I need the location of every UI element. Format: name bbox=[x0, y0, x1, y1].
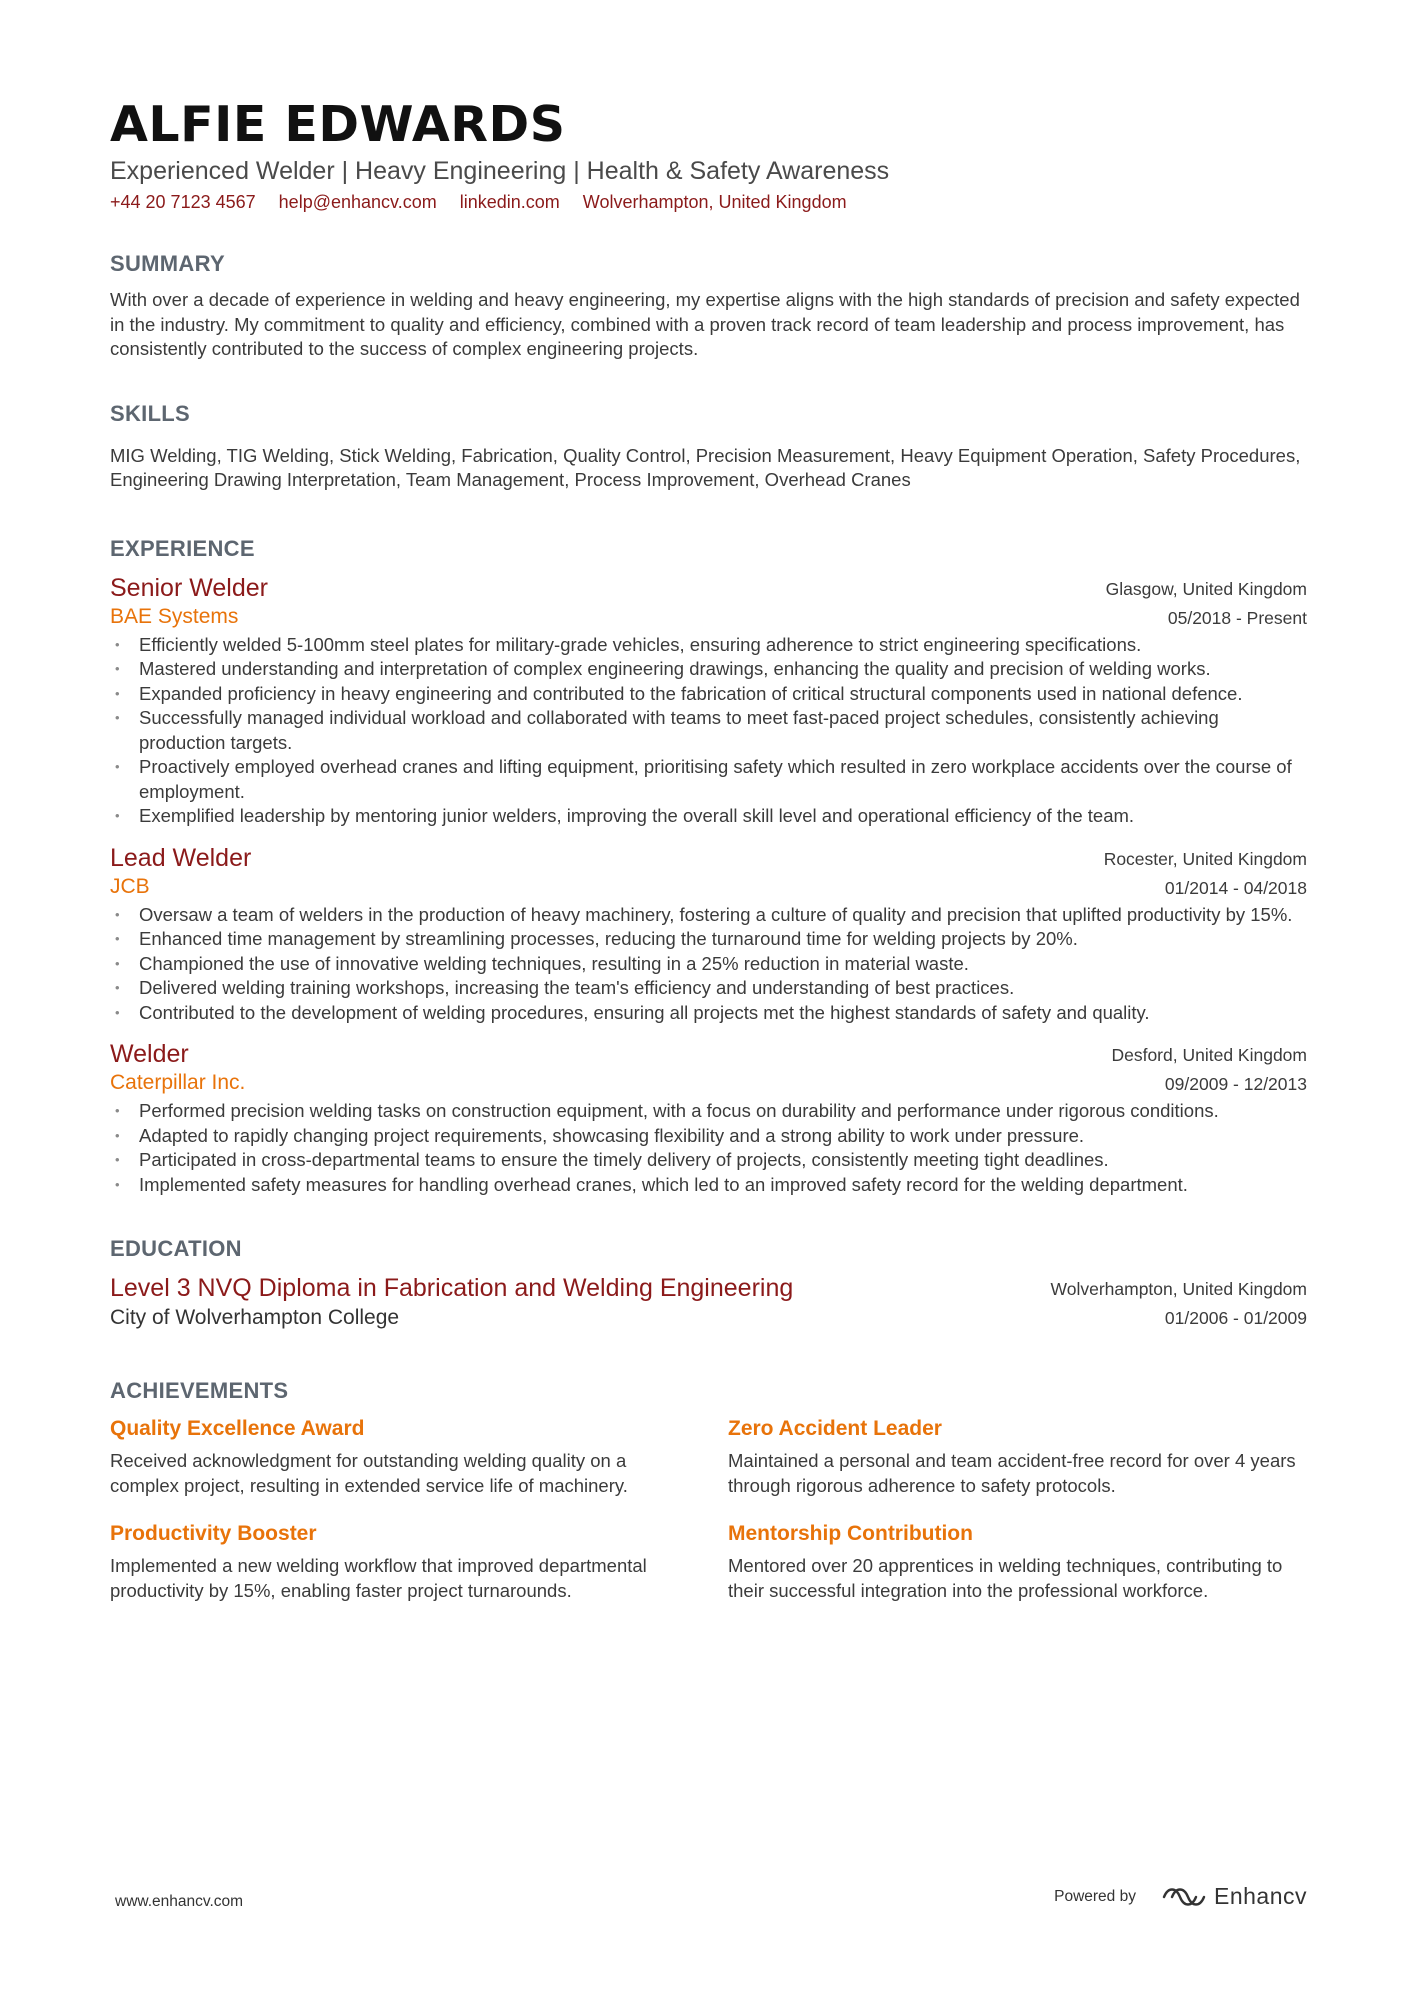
education-section bbox=[110, 1235, 1307, 1333]
achievement-description: Received acknowledgment for outstanding welding quality on a complex project, resulting in extended service life of machinery. bbox=[110, 1450, 628, 1496]
bullet-item: • Participated in cross-departmental teams to ensure the timely delivery of projects, consistently meeting tight deadlines. bbox=[110, 1148, 1307, 1173]
bullet-item: • Mastered understanding and interpretation of complex engineering drawings, enhancing the quality and precision of welding works. bbox=[110, 657, 1307, 682]
education-meta bbox=[1051, 1275, 1307, 1333]
footer-website[interactable]: www.enhancv.com bbox=[115, 1893, 244, 1910]
bullet-item: • Efficiently welded 5-100mm steel plates for military-grade vehicles, ensuring adherence to strict engineering specifications. bbox=[110, 633, 1307, 658]
job-header bbox=[110, 573, 1307, 633]
bullet-item: • Oversaw a team of welders in the production of heavy machinery, fostering a culture of quality and precision that uplifted productivity by 15%. bbox=[110, 903, 1307, 928]
section-title: SUMMARY bbox=[110, 251, 225, 276]
powered-by-label: Powered by bbox=[1054, 1887, 1136, 1905]
company-name: JCB bbox=[110, 874, 150, 898]
bullet-item: • Successfully managed individual workload and collaborated with teams to meet fast-paced project schedules, consistently achieving production targets. bbox=[110, 706, 1307, 755]
candidate-name: ALFIE EDWARDS bbox=[110, 96, 566, 153]
job-meta bbox=[1106, 575, 1307, 633]
bullet-item: • Performed precision welding tasks on construction equipment, with a focus on durability and performance under rigorous conditions. bbox=[110, 1099, 1307, 1124]
job-dates: 05/2018 - Present bbox=[1167, 607, 1307, 628]
job-dates: 09/2009 - 12/2013 bbox=[1164, 1074, 1307, 1094]
headline: Experienced Welder | Heavy Engineering | Health & Safety Awareness bbox=[110, 157, 890, 185]
bullet-item: • Championed the use of innovative welding techniques, resulting in a 25% reduction in material waste. bbox=[110, 952, 1307, 977]
linkedin-link[interactable]: linkedin.com bbox=[459, 192, 560, 212]
section-title: SKILLS bbox=[110, 400, 191, 426]
summary-section bbox=[110, 250, 1307, 362]
bullet-item: • Enhanced time management by streamlining processes, reducing the turnaround time for welding projects by 20%. bbox=[110, 927, 1307, 952]
bullet-item: • Expanded proficiency in heavy engineering and contributed to the fabrication of critical structural components used in national defence. bbox=[110, 682, 1307, 707]
job-location: Rocester, United Kingdom bbox=[1103, 848, 1307, 869]
achievement-title: Quality Excellence Award bbox=[110, 1417, 365, 1440]
education-location: Wolverhampton, United Kingdom bbox=[1050, 1279, 1307, 1299]
skills-list: MIG Welding, TIG Welding, Stick Welding, Fabrication, Quality Control, Precision Measurement, Heavy Equipment Operation, Safety Procedures, Engineering Drawing Interpretation, Team Management, Process Improvement, Overhead Cranes bbox=[110, 444, 1301, 490]
achievement-title: Mentorship Contribution bbox=[728, 1522, 973, 1545]
job-dates: 01/2014 - 04/2018 bbox=[1164, 877, 1307, 898]
achievement-title: Productivity Booster bbox=[110, 1522, 317, 1545]
contact-line bbox=[110, 190, 1307, 214]
job-entry bbox=[110, 573, 1307, 829]
footer-branding bbox=[1054, 1883, 1307, 1910]
job-location: Desford, United Kingdom bbox=[1111, 1045, 1307, 1065]
job-bullets bbox=[110, 633, 1307, 829]
job-title: Senior Welder bbox=[110, 573, 268, 602]
job-bullets bbox=[110, 903, 1307, 1026]
bullet-item: • Proactively employed overhead cranes and lifting equipment, prioritising safety which resulted in zero workplace accidents over the course of employment. bbox=[110, 755, 1307, 804]
job-bullets bbox=[110, 1099, 1307, 1197]
enhancv-logo-icon bbox=[1162, 1885, 1206, 1909]
job-entry bbox=[110, 843, 1307, 1026]
section-title: EXPERIENCE bbox=[110, 535, 255, 561]
job-list bbox=[110, 573, 1307, 1198]
bullet-item: • Adapted to rapidly changing project requirements, showcasing flexibility and a strong ability to work under pressure. bbox=[110, 1124, 1307, 1149]
job-header bbox=[110, 1039, 1307, 1099]
company-name: BAE Systems bbox=[110, 604, 239, 628]
phone-link[interactable]: +44 20 7123 4567 bbox=[110, 192, 256, 212]
section-title: EDUCATION bbox=[110, 1236, 242, 1261]
skills-section bbox=[110, 400, 1307, 493]
summary-text: With over a decade of experience in welding and heavy engineering, my expertise aligns with the high standards of precision and safety expected in the industry. My commitment to quality and efficiency, combined with a proven track record of team leadership and process improvement, has consistently contributed to the success of complex engineering projects. bbox=[110, 289, 1300, 359]
job-header bbox=[110, 843, 1307, 903]
achievement-item bbox=[728, 1520, 1298, 1603]
achievement-item bbox=[110, 1520, 680, 1603]
experience-section bbox=[110, 535, 1307, 1198]
achievement-item bbox=[110, 1415, 680, 1498]
education-dates: 01/2006 - 01/2009 bbox=[1164, 1308, 1307, 1328]
location: Wolverhampton, United Kingdom bbox=[582, 192, 847, 212]
bullet-item: • Contributed to the development of welding procedures, ensuring all projects met the highest standards of safety and quality. bbox=[110, 1001, 1307, 1026]
achievement-description: Maintained a personal and team accident-free record for over 4 years through rigorous adherence to safety protocols. bbox=[728, 1450, 1296, 1496]
company-name: Caterpillar Inc. bbox=[110, 1071, 246, 1094]
section-title: ACHIEVEMENTS bbox=[110, 1378, 289, 1403]
job-title: Lead Welder bbox=[110, 843, 252, 872]
job-title: Welder bbox=[110, 1040, 189, 1068]
bullet-item: • Exemplified leadership by mentoring junior welders, improving the overall skill level and operational efficiency of the team. bbox=[110, 804, 1307, 829]
email-link[interactable]: help@enhancv.com bbox=[278, 192, 437, 212]
education-entry bbox=[110, 1273, 1307, 1333]
brand-logo[interactable] bbox=[1162, 1883, 1307, 1910]
job-location: Glasgow, United Kingdom bbox=[1105, 578, 1307, 599]
achievement-item bbox=[728, 1415, 1298, 1498]
achievements-section bbox=[110, 1377, 1307, 1625]
job-meta bbox=[1104, 845, 1307, 903]
resume-page bbox=[110, 96, 1307, 1625]
achievement-grid bbox=[110, 1415, 1307, 1625]
bullet-item: • Implemented safety measures for handling overhead cranes, which led to an improved safety record for the welding department. bbox=[110, 1173, 1307, 1198]
bullet-item: • Delivered welding training workshops, increasing the team's efficiency and understanding of best practices. bbox=[110, 976, 1307, 1001]
degree: Level 3 NVQ Diploma in Fabrication and Welding Engineering bbox=[110, 1274, 794, 1302]
school: City of Wolverhampton College bbox=[110, 1306, 400, 1329]
achievement-description: Mentored over 20 apprentices in welding techniques, contributing to their successful integration into the professional workforce. bbox=[728, 1555, 1283, 1601]
job-entry bbox=[110, 1039, 1307, 1197]
job-meta bbox=[1111, 1041, 1307, 1099]
achievement-description: Implemented a new welding workflow that improved departmental productivity by 15%, enabling faster project turnarounds. bbox=[110, 1555, 647, 1601]
achievement-title: Zero Accident Leader bbox=[728, 1417, 942, 1440]
brand-name: Enhancv bbox=[1213, 1883, 1307, 1909]
